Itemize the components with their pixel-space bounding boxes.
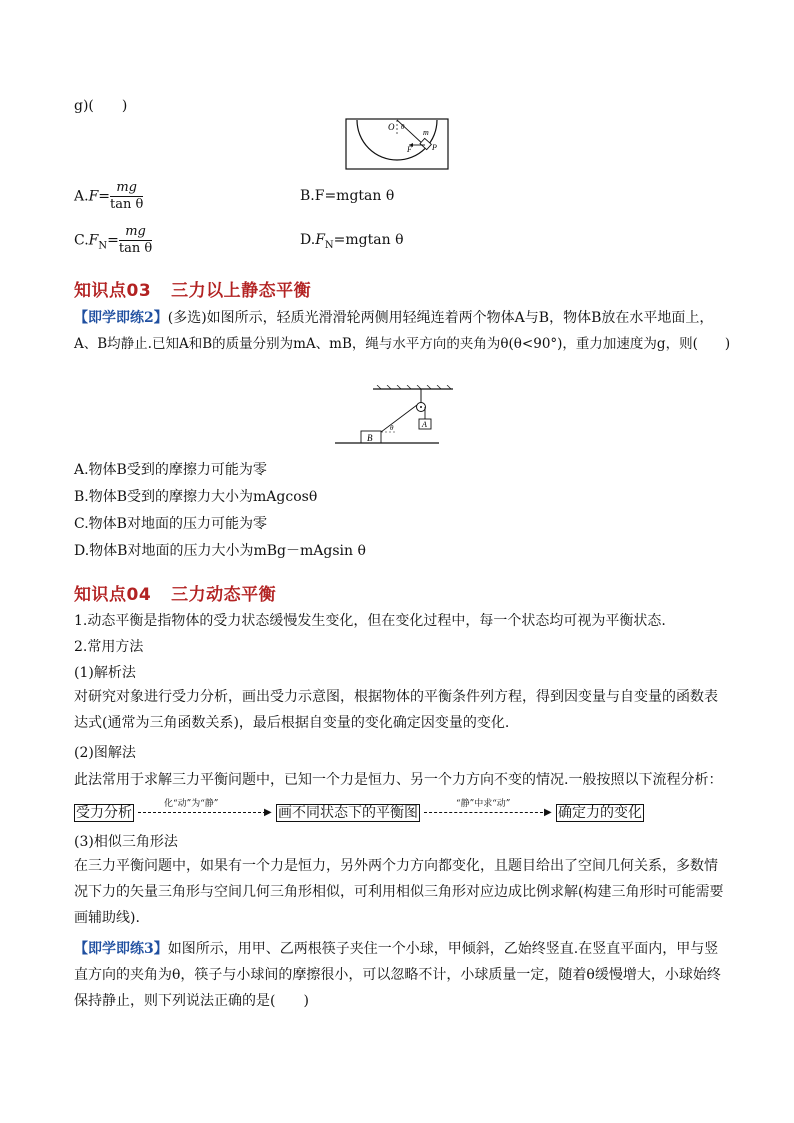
label-b: B (367, 433, 373, 443)
label-o: O (388, 122, 395, 132)
option-b: B.F=mgtan θ (300, 188, 395, 204)
flow-box-equilibrium-diagram: 画不同状态下的平衡图 (278, 805, 418, 821)
question-fragment: g)( ) (74, 98, 128, 114)
paragraph-5: (2)图解法 (74, 745, 136, 761)
practice2-option-c: C.物体B对地面的压力可能为零 (74, 516, 267, 532)
rope-left (381, 405, 417, 432)
label-p: P (432, 143, 437, 152)
label-theta: θ (401, 123, 405, 131)
option-a: A.F= $\frac{mg}{\text{tan θ}}$ (74, 180, 144, 212)
flow-box-force-change: 确定力的变化 (558, 805, 642, 821)
label-a: A (422, 420, 427, 429)
paragraph-1: 1.动态平衡是指物体的受力状态缓慢发生变化，但在变化过程中，每一个状态均可视为平衡状态. (74, 613, 666, 629)
option-c: $C.F_N=$ $\frac{mg}{\text{tan θ}}$ (74, 224, 153, 256)
practice2-line2: A、B均静止.已知A和B的质量分别为mA、mB，绳与水平方向的夹角为θ(θ<90°)，重力加速度为g，则( ) (74, 336, 731, 352)
paragraph-2: 2.常用方法 (74, 639, 144, 655)
flow-label-2: “静”中求“动” (456, 799, 511, 809)
paragraph-6: 此法常用于求解三力平衡问题中，已知一个力是恒力、另一个力方向不变的情况.一般按照以下流程分析： (74, 772, 723, 788)
paragraph-8: 在三力平衡问题中，如果有一个力是恒力，另外两个力方向都变化，且题目给出了空间几何关系，多数情况下力的矢量三角形与空间几何三角形相似，可利用相似三角形对应边成比例求解(构建三角形时可能需要画辅助线). (74, 858, 724, 926)
label-f: F (407, 145, 412, 154)
flow-arrow-2: ▶ (544, 807, 552, 818)
label-theta2: θ (390, 424, 394, 432)
paragraph-3: (1)解析法 (74, 665, 136, 681)
practice2-option-a: A.物体B受到的摩擦力可能为零 (74, 462, 267, 478)
practice2-option-b: B.物体B受到的摩擦力大小为mAgcosθ (74, 489, 318, 505)
section-heading-04: 知识点04 三力动态平衡 (74, 585, 277, 605)
flow-box-force-analysis: 受力分析 (76, 805, 132, 821)
flow-label-1: 化“动”为“静” (164, 799, 219, 809)
pulley-figure (335, 385, 460, 447)
section-heading-03: 知识点03 三力以上静态平衡 (74, 281, 312, 301)
bowl-figure (345, 118, 449, 170)
practice2-line1: 【即学即练2】(多选)如图所示，轻质光滑滑轮两侧用轻绳连着两个物体A与B，物体B放在水平地面上， (74, 310, 714, 326)
block-p (420, 138, 431, 149)
flow-dash-2 (424, 812, 548, 813)
flow-dash-1 (138, 812, 266, 813)
ceiling-hatch (377, 385, 451, 389)
flow-arrow-1: ▶ (264, 807, 272, 818)
option-d: $D.F_N=mgtan$ θ (300, 232, 404, 251)
paragraph-4: 对研究对象进行受力分析，画出受力示意图，根据物体的平衡条件列方程，得到因变量与自变量的函数表达式(通常为三角函数关系)，最后根据自变量的变化确定因变量的变化. (74, 689, 718, 731)
practice2-option-d: D.物体B对地面的压力大小为mBg－mAgsin θ (74, 543, 366, 559)
practice3: 【即学即练3】如图所示，用甲、乙两根筷子夹住一个小球，甲倾斜，乙始终竖直.在竖直平面内，甲与竖直方向的夹角为θ，筷子与小球间的摩擦很小，可以忽略不计，小球质量一定，随着θ缓慢增大，小球始终保持静止，则下列说法正确的是( ) (74, 941, 721, 1009)
paragraph-7: (3)相似三角形法 (74, 834, 178, 850)
label-m: m (423, 128, 429, 137)
